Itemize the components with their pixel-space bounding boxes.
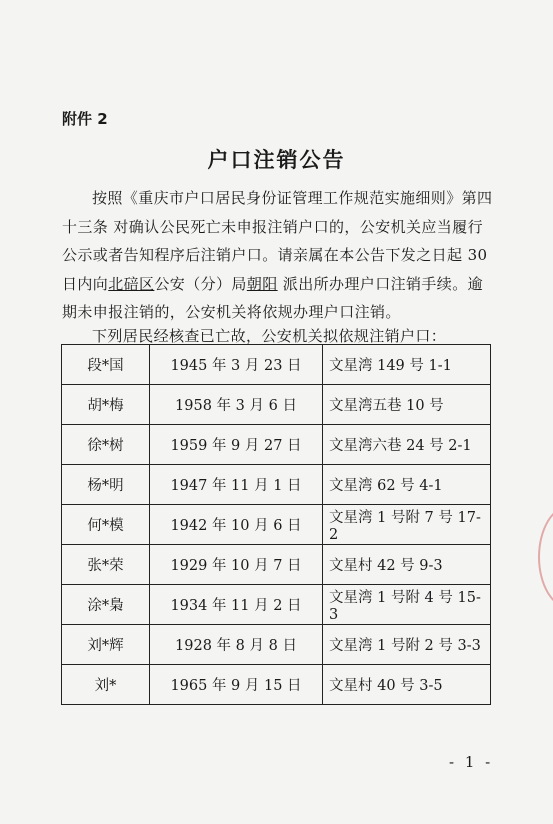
resident-address: 文星湾 1 号附 4 号 15-3 [323, 585, 491, 625]
resident-name: 杨*明 [62, 465, 150, 505]
resident-date: 1958 年 3 月 6 日 [150, 385, 323, 425]
resident-name: 胡*梅 [62, 385, 150, 425]
paragraph-text: 日内向 [62, 274, 109, 293]
resident-name: 何*模 [62, 505, 150, 545]
table-row [62, 665, 491, 705]
resident-address: 文星湾 149 号 1-1 [323, 345, 491, 385]
resident-date: 1942 年 10 月 6 日 [150, 505, 323, 545]
table-row [62, 465, 491, 505]
notice-paragraph [62, 184, 498, 327]
resident-name: 刘*辉 [62, 625, 150, 665]
resident-date: 1929 年 10 月 7 日 [150, 545, 323, 585]
resident-name: 段*国 [62, 345, 150, 385]
resident-date: 1945 年 3 月 23 日 [150, 345, 323, 385]
page-number: - 1 - [449, 753, 494, 771]
table-intro: 下列居民经核查已亡故，公安机关拟依规注销户口： [92, 327, 447, 345]
resident-address: 文星湾六巷 24 号 2-1 [323, 425, 491, 465]
table-row [62, 625, 491, 665]
table-row [62, 505, 491, 545]
resident-name: 张*荣 [62, 545, 150, 585]
paragraph-line: 公示或者告知程序后注销户口。请亲属在本公告下发之日起 30 [62, 246, 488, 264]
resident-date: 1965 年 9 月 15 日 [150, 665, 323, 705]
paragraph-line: 按照《重庆市户口居民身份证管理工作规范实施细则》第四 [92, 189, 493, 207]
resident-address: 文星湾 62 号 4-1 [323, 465, 491, 505]
resident-date: 1947 年 11 月 1 日 [150, 465, 323, 505]
table-row [62, 385, 491, 425]
paragraph-line: 期未申报注销的，公安机关将依规办理户口注销。 [62, 303, 401, 321]
paragraph-text: 公安（分）局 [154, 274, 247, 293]
paragraph-text: 派出所办理户口注销手续。逾 [277, 274, 483, 293]
resident-address: 文星村 40 号 3-5 [323, 665, 491, 705]
paragraph-line [62, 270, 498, 299]
resident-name: 刘* [62, 665, 150, 705]
resident-address: 文星村 42 号 9-3 [323, 545, 491, 585]
page-title: 户口注销公告 [207, 148, 346, 172]
resident-address: 文星湾五巷 10 号 [323, 385, 491, 425]
resident-date: 1928 年 8 月 8 日 [150, 625, 323, 665]
paragraph-line: 十三条 对确认公民死亡未申报注销户口的，公安机关应当履行 [62, 217, 483, 236]
official-seal-stamp [538, 505, 553, 609]
table-row [62, 585, 491, 625]
district-name: 北碚区 [108, 274, 155, 293]
resident-date: 1959 年 9 月 27 日 [150, 425, 323, 465]
table-row [62, 425, 491, 465]
residents-table [61, 344, 491, 705]
resident-address: 文星湾 1 号附 2 号 3-3 [323, 625, 491, 665]
attachment-label: 附件 2 [62, 110, 108, 128]
resident-date: 1934 年 11 月 2 日 [150, 585, 323, 625]
resident-name: 涂*梟 [62, 585, 150, 625]
table-row [62, 345, 491, 385]
resident-address: 文星湾 1 号附 7 号 17-2 [323, 505, 491, 545]
resident-name: 徐*树 [62, 425, 150, 465]
table-row [62, 545, 491, 585]
police-station-name: 朝阳 [246, 274, 278, 293]
